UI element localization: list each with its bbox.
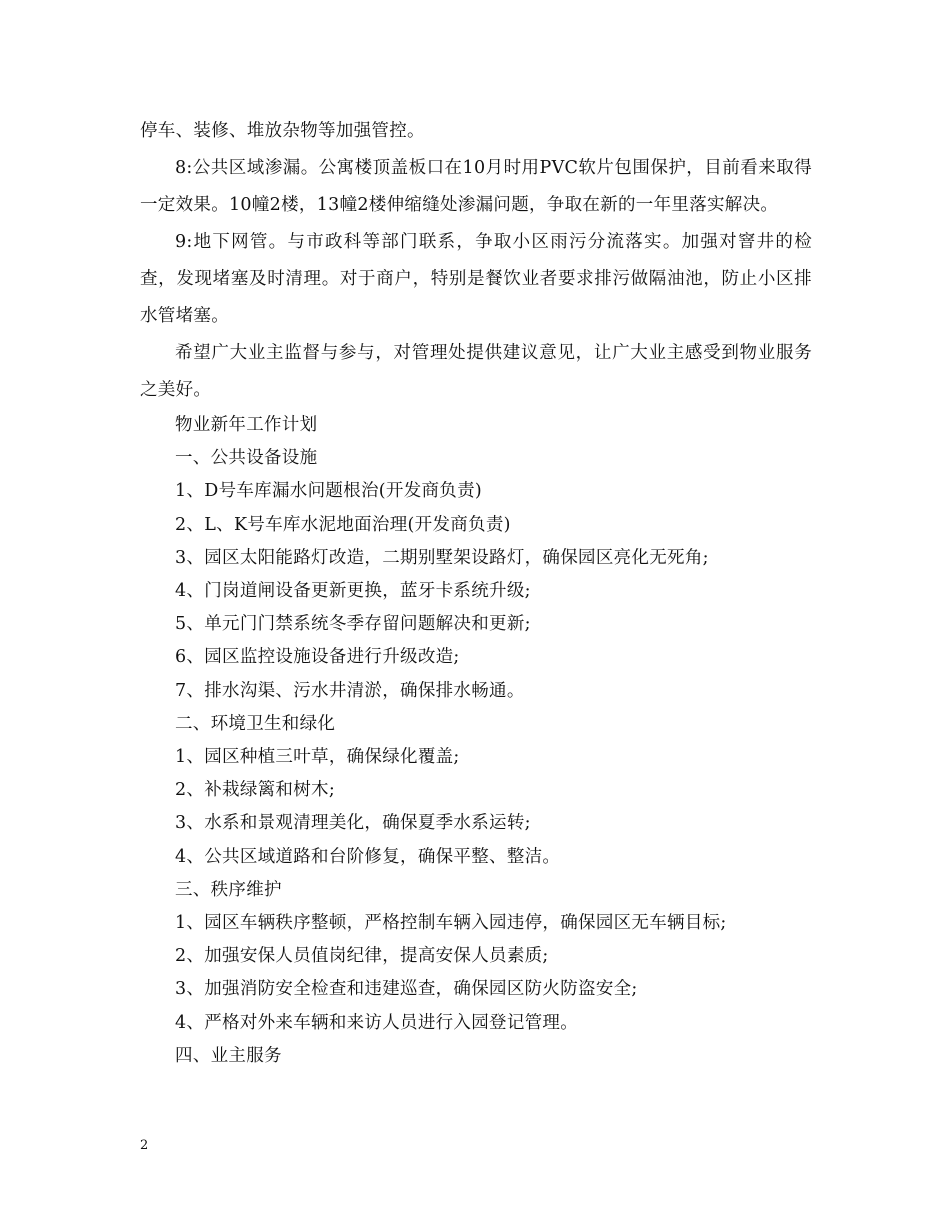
list-item: 2、L、K号车库水泥地面治理(开发商负责) <box>175 514 511 535</box>
document-page <box>140 113 812 1073</box>
list-item: 4、严格对外来车辆和来访人员进行入园登记管理。 <box>175 1012 579 1033</box>
list-item: 4、公共区域道路和台阶修复，确保平整、整洁。 <box>175 846 561 867</box>
paragraph-continued: 停车、装修、堆放杂物等加强管控。 <box>140 121 425 141</box>
paragraph-underground-pipes: 9:地下网管。与市政科等部门联系，争取小区雨污分流落实。加强对窨井的检查，发现堵塞及时清理。对于商户，特别是餐饮业者要求排污做隔油池，防止小区排水管堵塞。 <box>140 232 812 326</box>
list-item: 5、单元门门禁系统冬季存留问题解决和更新; <box>175 614 531 635</box>
list-item: 3、园区太阳能路灯改造，二期别墅架设路灯，确保园区亮化无死角; <box>175 547 709 568</box>
list-item: 3、加强消防安全检查和违建巡查，确保园区防火防盗安全; <box>175 979 638 1000</box>
page-number: 2 <box>140 1138 149 1153</box>
list-item: 4、门岗道闸设备更新更换，蓝牙卡系统升级; <box>175 581 531 602</box>
list-item: 1、D号车库漏水问题根治(开发商负责) <box>175 481 483 502</box>
list-item: 1、园区车辆秩序整顿，严格控制车辆入园违停，确保园区无车辆目标; <box>175 913 727 934</box>
list-item: 1、园区种植三叶草，确保绿化覆盖; <box>175 747 460 768</box>
paragraph-public-leakage: 8:公共区域渗漏。公寓楼顶盖板口在10月时用PVC软片包围保护，目前看来取得一定效果。10幢2楼，13幢2楼伸缩缝处渗漏问题，争取在新的一年里落实解决。 <box>140 158 812 215</box>
section-heading-facilities: 一、公共设备设施 <box>175 448 318 469</box>
list-item: 7、排水沟渠、污水井清淤，确保排水畅通。 <box>175 680 525 701</box>
list-item: 3、水系和景观清理美化，确保夏季水系运转; <box>175 813 531 834</box>
section-heading-environment: 二、环境卫生和绿化 <box>175 713 336 734</box>
list-item: 2、补栽绿篱和树木; <box>175 780 336 801</box>
section-heading-owner-service: 四、业主服务 <box>175 1045 282 1066</box>
plan-title: 物业新年工作计划 <box>175 415 318 435</box>
list-item: 2、加强安保人员值岗纪律，提高安保人员素质; <box>175 946 549 967</box>
list-item: 6、园区监控设施设备进行升级改造; <box>175 647 460 668</box>
paragraph-owner-participation: 希望广大业主监督与参与，对管理处提供建议意见，让广大业主感受到物业服务之美好。 <box>140 343 812 400</box>
section-heading-order: 三、秩序维护 <box>175 879 282 900</box>
